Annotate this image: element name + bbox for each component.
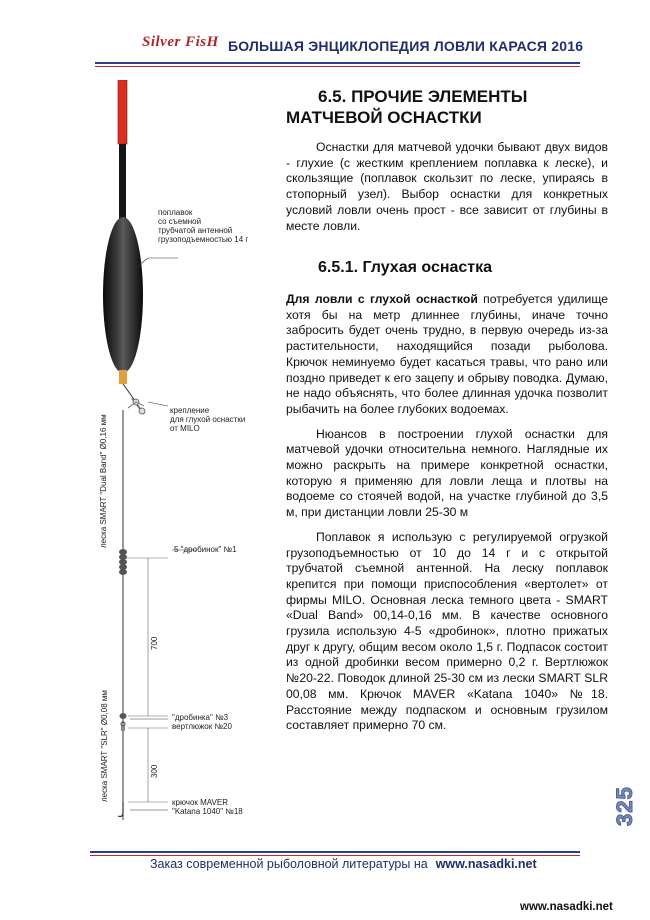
page-header: [0, 0, 650, 72]
header-rule: [95, 62, 580, 64]
rig-diagram: [88, 80, 288, 820]
float-label-text: поплавок со съемной трубчатой антенной грузоподъемностью 14 г: [158, 208, 249, 244]
mount-label-text: крепление для глухой оснастки от MILO: [170, 406, 246, 433]
body-text: [286, 292, 608, 734]
float-stem: [119, 370, 127, 384]
paragraph-1-rest: потребуется удилище хотя бы на метр длиннее глубины, иначе точно забросить будет очень трудно, в первую очередь из-за растительности, находящийся позади рыболова. Крючок неминуемо будет касаться травы, что рано или поздно приведет к его зацепу и обрыву поводка. Думаю, не надо объяснять, что более длинная удочка позволит рыбачить на более глубоких водоемах.: [286, 292, 608, 416]
footer-rule-accent: [90, 855, 580, 856]
paragraph-2: Нюансов в построении глухой оснастки для матчевой удочки относительна немного. Наглядные их можно раскрыть на примере конкретной оснастки, которую я применяю для ловли леща и плотвы на водоеме со стоячей водой, на участке глубиной до 3,5 м, при дистанции ловли 25-30 м: [286, 426, 608, 520]
hook: [118, 802, 123, 817]
paragraph-1-lead: Для ловли с глухой оснасткой: [286, 292, 478, 306]
watermark: www.nasadki.net: [520, 901, 613, 913]
footer-text: Заказ современной рыболовной литературы на: [150, 857, 428, 871]
distance-300: 300: [150, 764, 159, 778]
float-label: [158, 208, 248, 244]
publisher-logo: Silver FisH: [142, 34, 219, 50]
footer-rule: [90, 851, 580, 853]
distance-700: 700: [150, 636, 159, 650]
dropper-shot: [120, 713, 127, 719]
dropper-label-text: "дробинка" №3 вертлюжок №20: [172, 713, 232, 731]
dropper-label: [172, 713, 232, 731]
milo-mount: [128, 398, 145, 414]
mount-label: [170, 406, 245, 433]
section-heading: [286, 86, 527, 128]
page-number-text: 325: [612, 786, 637, 826]
intro-text: Оснастки для матчевой удочки бывают двух видов - глухие (с жестким креплением поплавка к леске), и скользящие (поплавок скользит по леске, упираясь в стопорный узел). Выбор оснастки для конкретных условий ловли очень прост - все зависит от глубины в месте ловли.: [286, 140, 608, 233]
paragraph-3: Поплавок я использую с регулируемой огрузкой грузоподъемностью от 10 до 14 г и с открытой трубчатой съемной антенной. На леску поплавок крепится при помощи приспособления «вертолет» от фирмы MILO. Основная леска темного цвета - SMART «Dual Band» 00,14-0,16 мм. В качестве основного грузила использую 4-5 «дробинок», плотно прижатых друг к другу, общим весом около 1,5 г. Подпасок состоит из одной дробинки весом примерно 0,2 г. Вертлюжок №20-22. Поводок длиной 25-30 см из лески SMART SLR 00,08 мм. Крючок MAVER «Katana 1040» №18. Расстояние между подпаском и основным грузилом составляет примерно 70 см.: [286, 529, 608, 733]
book-title: БОЛЬШАЯ ЭНЦИКЛОПЕДИЯ ЛОВЛИ КАРАСЯ 2016: [228, 38, 584, 54]
page-number: [612, 778, 642, 828]
section-heading-line2: МАТЧЕВОЙ ОСНАСТКИ: [286, 108, 482, 127]
bulk-shot: [119, 549, 127, 575]
header-rule-accent: [95, 66, 580, 67]
hook-label: [172, 798, 243, 816]
paragraph-1: [286, 292, 608, 418]
leader-line-label: леска SMART "SLR" Ø0,08 мм: [100, 690, 109, 802]
footer-link[interactable]: www.nasadki.net: [435, 857, 537, 871]
float-body: [103, 217, 143, 373]
page-footer: [150, 857, 537, 871]
float-antenna-tip: [118, 80, 127, 144]
bulk-shot-label: 5 "дробинок" №1: [174, 545, 237, 554]
section-heading-line1: 6.5. ПРОЧИЕ ЭЛЕМЕНТЫ: [318, 87, 528, 106]
hook-label-text: крючок MAVER "Katana 1040" №18: [172, 798, 243, 816]
rig-illustration: [88, 80, 288, 820]
main-line-label: леска SMART "Dual Band" Ø0,16 мм: [99, 414, 108, 548]
intro-paragraph: [286, 140, 608, 234]
subsection-heading: 6.5.1. Глухая оснастка: [318, 259, 493, 276]
